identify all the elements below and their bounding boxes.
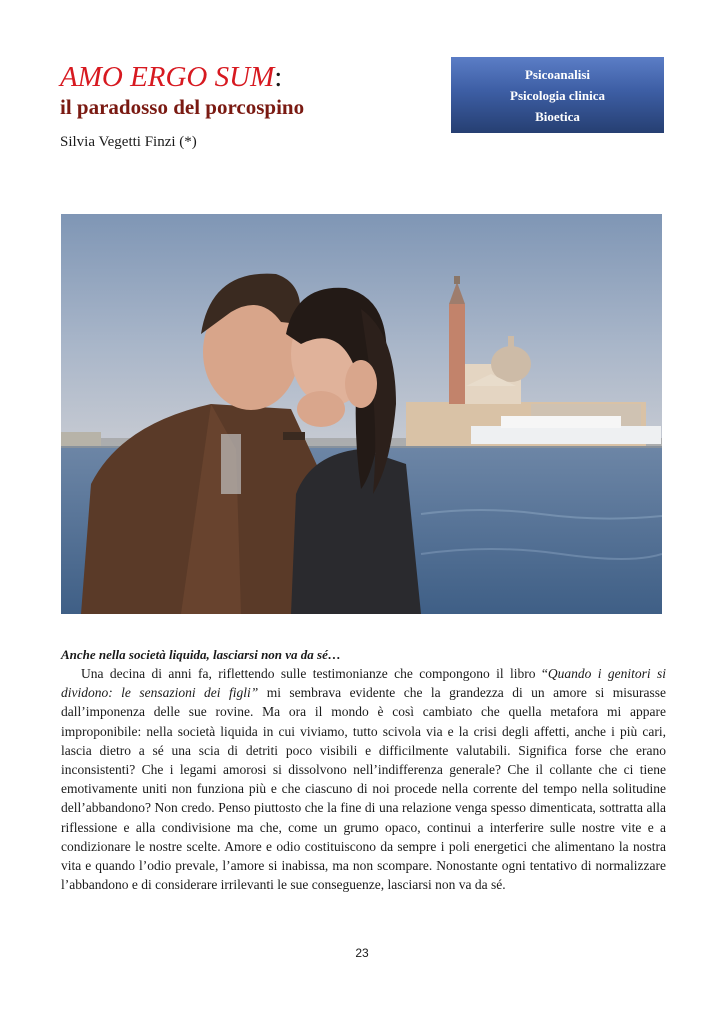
topic-tag: Psicoanalisi (524, 66, 590, 82)
photo-couple-kissing (61, 214, 662, 614)
topic-tag: Psicologia clinica (510, 87, 605, 103)
article-paragraph (61, 664, 666, 894)
section-heading: Anche nella società liquida, lasciarsi non va da sé… (61, 647, 341, 662)
paragraph-text: mi sembrava evidente che la grandezza di un amore si misurasse dall’imponenza delle sue rovine. Ma ora il mondo è così cambiato che quella metafora mi appare improponibile: nella società liquida in cui viviamo, tutto scivola via e la crisi degli affetti, anche i più cari, lascia dietro a sé una scia di detriti poco visibili e difficilmente valutabili. Significa forse che erano inconsistenti? Che i legami amorosi si dissolvono nell’indifferenza generale? Che il collante che ci tiene emotivamente uniti non funziona più e che ciascuno di noi procede nella corrente del tempo nella solitudine dell’abbandono? Non credo. Penso piuttosto che la fine di una relazione venga spesso dimenticata, sottratta alla riflessione e alla condivisione ma che, come un grumo opaco, continui a interferire sulle nostre vite e a condizionare le nostre scelte. Amore e odio costituiscono da sempre i poli energetici che alimentano la nostra vita e quando l’odio prevale, l’amore si inabissa, ma non scompare. Nonostante ogni tentativo di normalizzare l’abbandono e di considerare irrilevanti le sue conseguenze, lasciarsi non va da sé. (61, 685, 666, 893)
article-subtitle: il paradosso del porcospino (60, 95, 305, 119)
topic-tags-box (451, 57, 664, 133)
book-title: Quando i genitori si dividono: le sensazioni dei figli” (61, 666, 666, 701)
topic-tag: Bioetica (535, 108, 580, 124)
paragraph-intro-text: Una decina di anni fa, riflettendo sulle testimonianze che compongono il libro “ (81, 666, 548, 681)
article-body (61, 664, 666, 894)
article-title-text: AMO ERGO SUM (60, 61, 275, 93)
title-colon: : (274, 61, 283, 93)
article-title (60, 60, 282, 94)
page-number: 23 (355, 946, 369, 960)
photo-illustration (61, 214, 662, 614)
author-line: Silvia Vegetti Finzi (*) (60, 134, 197, 150)
